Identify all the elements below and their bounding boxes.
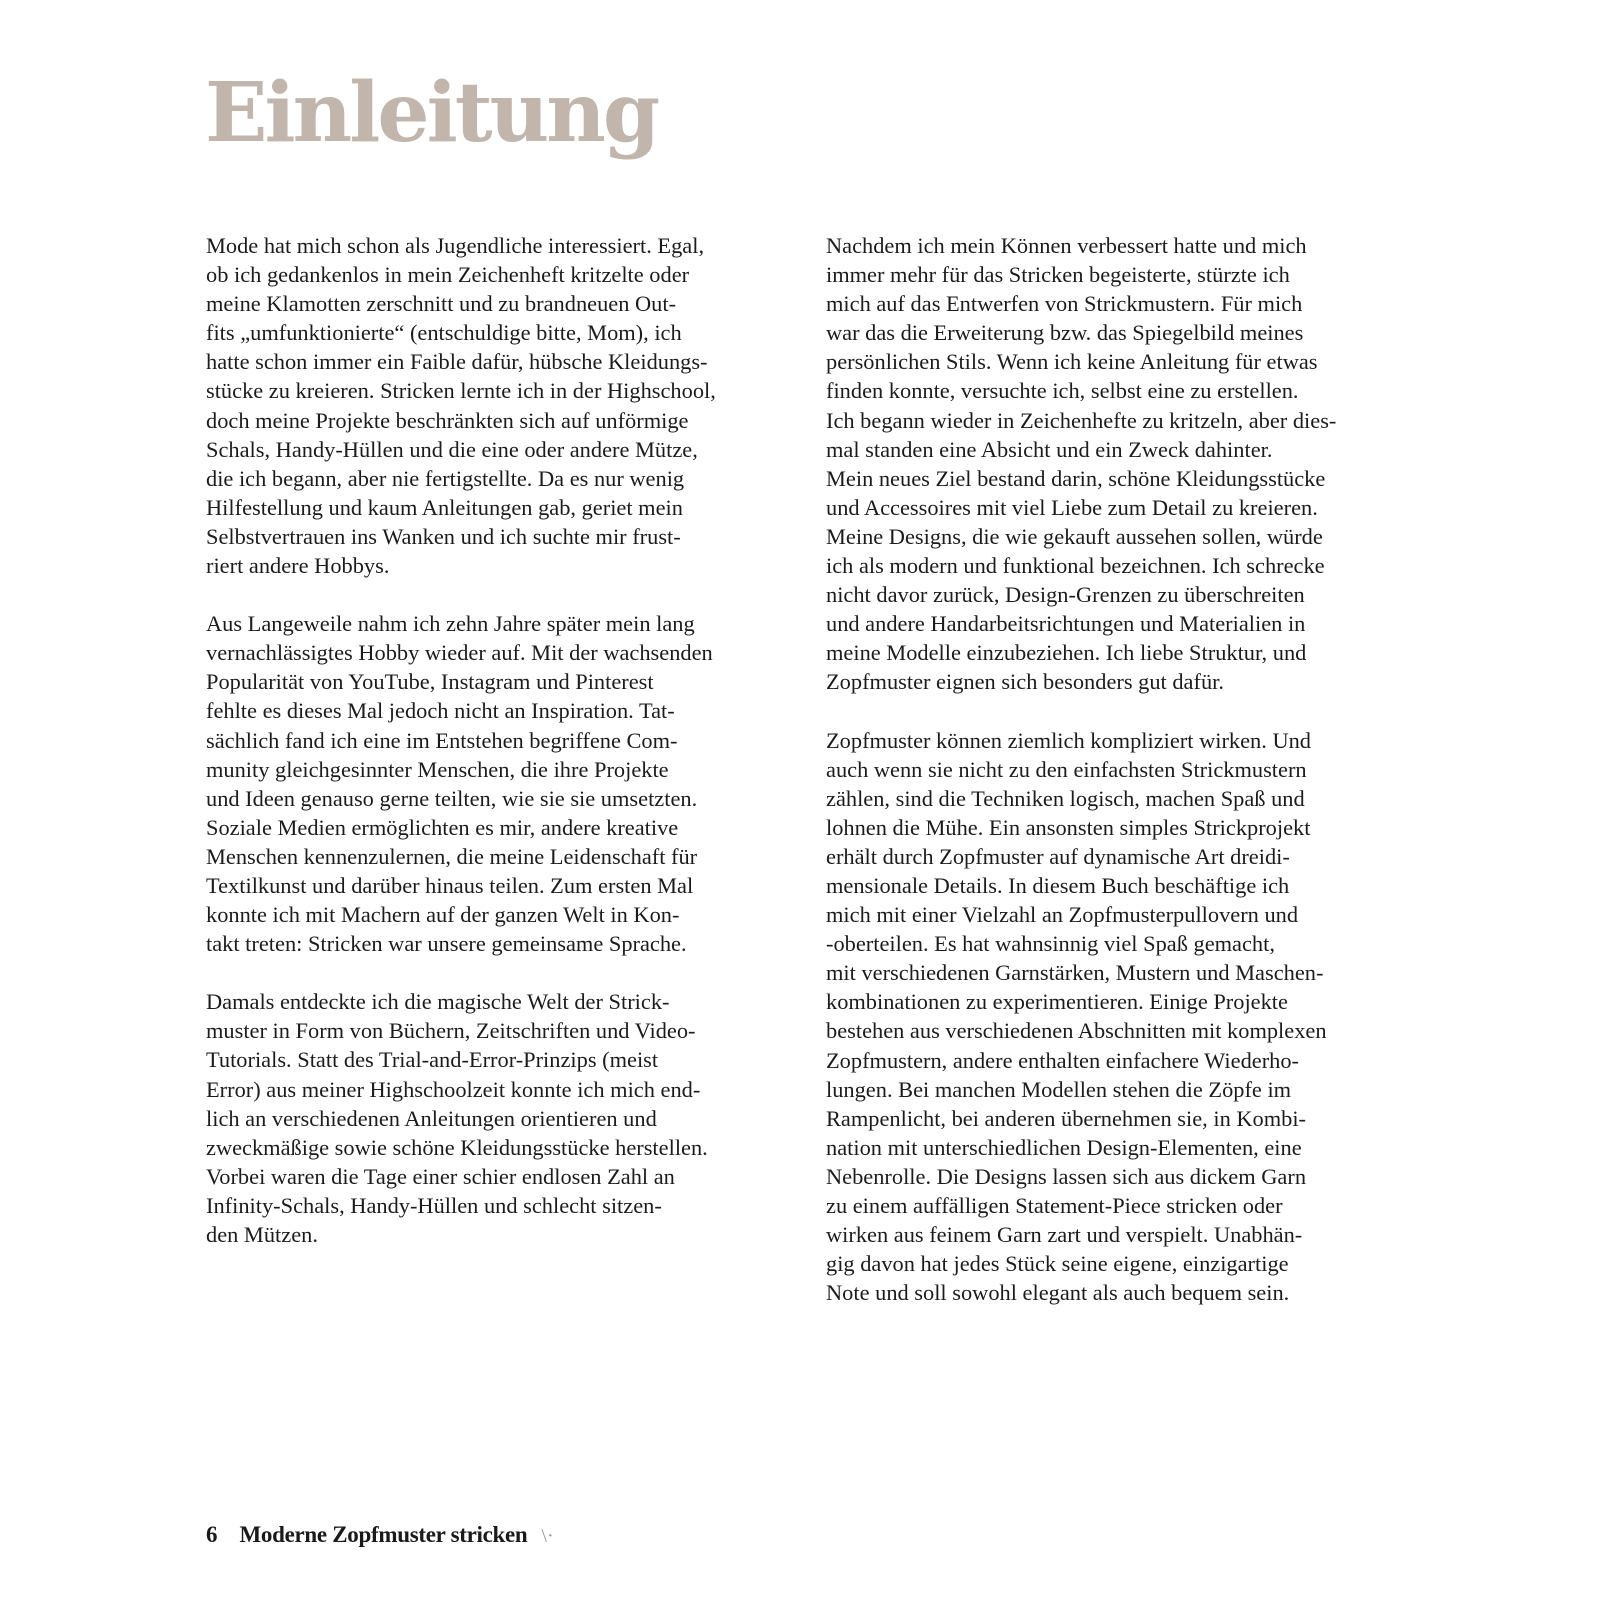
page-footer <box>206 1522 554 1548</box>
footer-ornament-icon: \· <box>541 1525 554 1547</box>
paragraph: Mode hat mich schon als Jugendliche interessiert. Egal, ob ich gedankenlos in mein Zeichenheft kritzelte oder meine Klamotten zerschnitt und zu brandneuen Out- fits „umfunktionierte“ (entschuldige bitte, Mom), ich hatte schon immer ein Faible dafür, hübsche Kleidungs- stücke zu kreieren. Stricken lernte ich in der Highschool, doch meine Projekte beschränkten sich auf unförmige Schals, Handy-Hüllen und die eine oder andere Mütze, die ich begann, aber nie fertigstellte. Da es nur wenig Hilfestellung und kaum Anleitungen gab, geriet mein Selbstvertrauen ins Wanken und ich suchte mir frust- riert andere Hobbys. <box>206 233 716 579</box>
paragraph: Damals entdeckte ich die magische Welt der Strick- muster in Form von Büchern, Zeitschriften und Video- Tutorials. Statt des Trial-and-Error-Prinzips (meist Error) aus meiner Highschoolzeit konnte ich mich end- lich an verschiedenen Anleitungen orientieren und zweckmäßige sowie schöne Kleidungsstücke herstellen. Vorbei waren die Tage einer schier endlosen Zahl an Infinity-Schals, Handy-Hüllen und schlecht sitzen- den Mützen. <box>206 989 708 1247</box>
running-book-title: Moderne Zopfmuster stricken <box>239 1522 528 1547</box>
text-column-left <box>206 231 726 1278</box>
paragraph: Aus Langeweile nahm ich zehn Jahre später mein lang vernachlässigtes Hobby wieder auf. Mit der wachsenden Popularität von YouTube, Instagram und Pinterest fehlte es dieses Mal jedoch nicht an Inspiration. Tat- sächlich fand ich eine im Entstehen begriffene Com- munity gleichgesinnter Menschen, die ihre Projekte und Ideen genauso gerne teilten, wie sie sie umsetzten. Soziale Medien ermöglichten es mir, andere kreative Menschen kennenzulernen, die meine Leidenschaft für Textilkunst und darüber hinaus teilen. Zum ersten Mal konnte ich mit Machern auf der ganzen Welt in Kon- takt treten: Stricken war unsere gemeinsame Sprache. <box>206 611 713 957</box>
paragraph: Zopfmuster können ziemlich kompliziert wirken. Und auch wenn sie nicht zu den einfachsten Strickmustern zählen, sind die Techniken logisch, machen Spaß und lohnen die Mühe. Ein ansonsten simples Strickprojekt erhält durch Zopfmuster auf dynamische Art dreidi- mensionale Details. In diesem Buch beschäftige ich mich mit einer Vielzahl an Zopfmusterpullovern und -oberteilen. Es hat wahnsinnig viel Spaß gemacht, mit verschiedenen Garnstärken, Mustern und Maschen- kombinationen zu experimentieren. Einige Projekte bestehen aus verschiedenen Abschnitten mit komplexen Zopfmustern, andere enthalten einfachere Wiederho- lungen. Bei manchen Modellen stehen die Zöpfe im Rampenlicht, bei anderen übernehmen sie, in Kombi- nation mit unterschiedlichen Design-Elementen, eine Nebenrolle. Die Designs lassen sich aus dickem Garn zu einem auffälligen Statement-Piece stricken oder wirken aus feinem Garn zart und verspielt. Unabhän- gig davon hat jedes Stück seine eigene, einzigartige Note und soll sowohl elegant als auch bequem sein. <box>826 727 1327 1306</box>
paragraph: Nachdem ich mein Können verbessert hatte und mich immer mehr für das Stricken begeisterte, stürzte ich mich auf das Entwerfen von Strickmustern. Für mich war das die Erweiterung bzw. das Spiegelbild meines persönlichen Stils. Wenn ich keine Anleitung für etwas finden konnte, versuchte ich, selbst eine zu erstellen. Ich begann wieder in Zeichenhefte zu kritzeln, aber dies- mal standen eine Absicht und ein Zweck dahinter. Mein neues Ziel bestand darin, schöne Kleidungsstücke und Accessoires mit viel Liebe zum Detail zu kreieren. Meine Designs, die wie gekauft aussehen sollen, würde ich als modern und funktional bezeichnen. Ich schrecke nicht davor zurück, Design-Grenzen zu überschreiten und andere Handarbeitsrichtungen und Materialien in meine Modelle einzubeziehen. Ich liebe Struktur, und Zopfmuster eignen sich besonders gut dafür. <box>826 233 1337 695</box>
page-title: Einleitung <box>205 65 658 161</box>
page-number: 6 <box>206 1522 218 1547</box>
text-column-right <box>826 231 1346 1336</box>
